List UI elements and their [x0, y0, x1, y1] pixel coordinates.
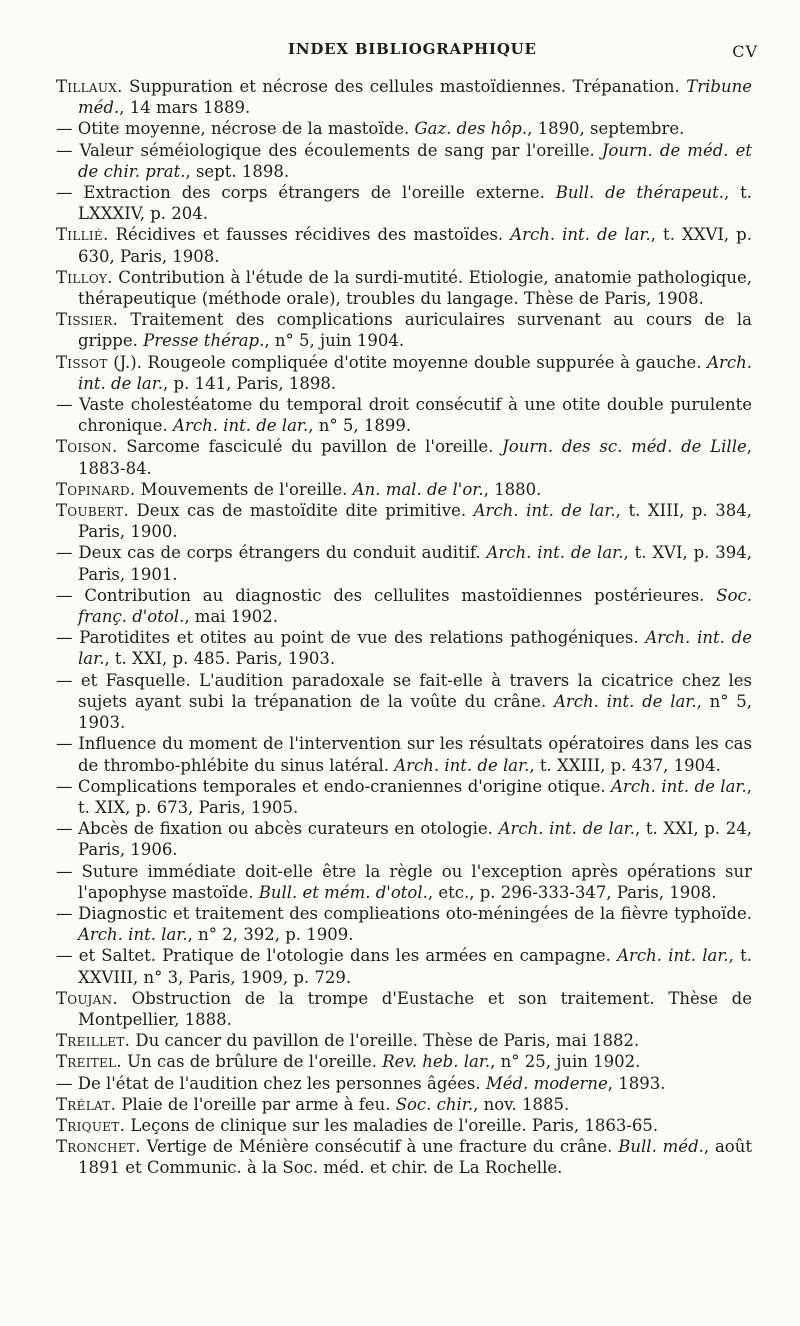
bibliography-entry [56, 733, 752, 775]
bibliography-entry [56, 818, 752, 860]
entry-details: , t. XXVIII, n° 3, Paris, 1909, p. 729. [78, 946, 752, 987]
entry-source: Arch. int. de lar. [78, 628, 752, 669]
bibliography-entry [56, 945, 752, 987]
entry-details: , 1893. [607, 1073, 666, 1093]
entry-author: Tronchet. [56, 1137, 141, 1157]
entry-details: , 14 mars 1889. [119, 98, 251, 118]
bibliography-entry [56, 267, 752, 309]
entry-author: Tissot [56, 352, 108, 372]
entry-details: , n° 2, 392, p. 1909. [187, 925, 354, 945]
bibliography-entry [56, 988, 752, 1030]
entry-details: , 1880. [483, 479, 542, 499]
entry-text: Traitement des complications auriculaires survenant au cours de la grippe. [78, 310, 752, 351]
bibliography-entry [56, 1136, 752, 1178]
entry-source: Arch. int. de lar. [173, 416, 309, 436]
entry-source: Arch. int. de lar. [486, 543, 624, 563]
bibliography-entry [56, 118, 752, 139]
entry-details: , t. XXVI, p. 630, Paris, 1908. [78, 225, 752, 266]
entry-source: Journ. de méd. et de chir. prat. [78, 140, 753, 181]
bibliography-entry [56, 1094, 752, 1115]
entry-author: Tillaux. [56, 77, 123, 96]
bibliography-entry [56, 542, 752, 584]
entry-source: Tribune méd. [78, 77, 752, 118]
entry-source: Arch. int. de lar. [473, 501, 616, 521]
entry-text: — Influence du moment de l'intervention sur les résultats opératoires dans les cas de thrombo-phlébite du sinus latéral. [56, 734, 752, 775]
entry-source: Arch. int. de lar. [394, 755, 530, 775]
entry-author: Toubert. [56, 501, 130, 521]
bibliography-entry [56, 670, 752, 734]
entry-source: Bull. de thérapeut. [555, 183, 724, 203]
entry-details: , n° 5, 1899. [308, 416, 412, 436]
entry-details: , t. XXIII, p. 437, 1904. [529, 755, 721, 775]
entry-text: — Diagnostic et traitement des complieations oto-méningées de la fièvre typhoïde. [56, 903, 752, 923]
bibliography-entry [56, 1115, 752, 1136]
page-header [0, 40, 800, 68]
entry-details: , n° 25, juin 1902. [490, 1052, 641, 1072]
running-title: INDEX BIBLIOGRAPHIQUE [288, 40, 537, 58]
entry-text: — De l'état de l'audition chez les personnes âgées. [56, 1073, 486, 1093]
entry-text: Vertige de Ménière consécutif à une fracture du crâne. [140, 1137, 619, 1157]
entry-text: — Extraction des corps étrangers de l'oreille externe. [56, 183, 556, 203]
entry-text: — et Saltet. Pratique de l'otologie dans les armées en campagne. [56, 946, 618, 966]
bibliography-entry [56, 1073, 752, 1094]
entry-details: , n° 5, juin 1904. [264, 331, 405, 351]
entry-author: Tillié. [56, 225, 109, 245]
entry-source: Arch. int. de lar. [78, 352, 752, 393]
entry-details: , t. LXXXIV, p. 204. [78, 183, 752, 224]
entry-source: Gaz. des hôp. [414, 119, 528, 139]
entry-text: Leçons de clinique sur les maladies de l'oreille. Paris, 1863-65. [125, 1115, 659, 1135]
entry-author: Tissier. [56, 310, 119, 330]
entry-text: Sarcome fasciculé du pavillon de l'oreille. [117, 437, 503, 457]
entry-details: , n° 5, 1903. [78, 691, 752, 733]
entry-text: Mouvements de l'oreille. [135, 479, 353, 499]
bibliography-entry [56, 776, 752, 818]
entry-details: , t. XIII, p. 384, Paris, 1900. [78, 501, 752, 542]
entry-source: Soc. franç. d'otol. [78, 585, 752, 627]
bibliography-entry [56, 1030, 752, 1051]
bibliography-entry [56, 309, 752, 351]
entry-source: Rev. heb. lar. [382, 1052, 491, 1072]
bibliography-entry [56, 352, 752, 394]
entry-details: , t. XXI, p. 24, Paris, 1906. [78, 819, 752, 860]
bibliography-entry [56, 627, 752, 669]
entry-source: Arch. int. lar. [617, 946, 729, 966]
entry-text: Deux cas de mastoïdite dite primitive. [129, 501, 474, 521]
entry-source: Arch. int. de lar. [553, 691, 697, 711]
bibliography-entry [56, 140, 752, 182]
entry-text: — Contribution au diagnostic des cellulites mastoïdiennes postérieures. [56, 585, 717, 605]
bibliography-entry [56, 394, 752, 436]
entry-text: Du cancer du pavillon de l'oreille. Thèse de Paris, mai 1882. [130, 1031, 640, 1051]
entry-source: Arch. int. lar. [78, 925, 188, 945]
entry-text: — et Fasquelle. L'audition paradoxale se fait-elle à travers la cicatrice chez les sujets ayant subi la trépanation de la voûte du crâne. [56, 670, 752, 711]
entry-text: — Complications temporales et endo-craniennes d'origine otique. [56, 776, 612, 796]
entry-source: Arch. int. de lar. [611, 776, 747, 796]
entry-source: An. mal. de l'or. [352, 479, 484, 499]
entry-source: Arch. int. de lar. [498, 819, 635, 839]
entry-source: Bull. méd. [618, 1137, 704, 1157]
bibliography-entry [56, 182, 752, 224]
entry-source: Journ. des sc. méd. de Lille [502, 437, 747, 457]
entry-text: — Abcès de fixation ou abcès curateurs en otologie. [56, 819, 499, 839]
bibliography-entry [56, 436, 752, 478]
bibliography-entry [56, 1051, 752, 1072]
entry-source: Presse thérap. [143, 331, 265, 351]
bibliography-entry [56, 224, 752, 266]
entry-author: Topinard. [56, 479, 136, 499]
entry-source: Méd. moderne [485, 1073, 608, 1093]
entry-details: , mai 1902. [184, 607, 279, 627]
entry-text: — Suture immédiate doit-elle être la règle ou l'exception après opérations sur l'apophyse mastoïde. [56, 861, 752, 902]
entry-text: — Deux cas de corps étrangers du conduit auditif. [56, 543, 487, 563]
entry-text: Récidives et fausses récidives des mastoïdes. [108, 225, 511, 245]
entry-details: , p. 141, Paris, 1898. [163, 373, 337, 393]
entry-author: Tilloy. [56, 267, 113, 287]
entry-details: , nov. 1885. [473, 1094, 570, 1114]
entry-details: , etc., p. 296-333-347, Paris, 1908. [427, 882, 717, 902]
entry-details: , t. XIX, p. 673, Paris, 1905. [78, 776, 752, 817]
bibliography-entry [56, 500, 752, 542]
entry-text: — Parotidites et otites au point de vue des relations pathogéniques. [56, 628, 646, 648]
entry-author: Toison. [56, 437, 118, 457]
entry-text: Suppuration et nécrose des cellules mastoïdiennes. Trépanation. [122, 77, 687, 96]
entry-text: Contribution à l'étude de la surdi-mutité. Etiologie, anatomie pathologique, thérapeutique (méthode orale), troubles du langage. Thèse de Paris, 1908. [78, 267, 752, 309]
entry-author: Treillet. [56, 1031, 131, 1051]
entry-details: , 1883-84. [78, 437, 752, 478]
entry-text: Un cas de brûlure de l'oreille. [121, 1052, 383, 1072]
entry-details: , t. XXI, p. 485. Paris, 1903. [104, 649, 336, 669]
entry-details: , t. XVI, p. 394, Paris, 1901. [78, 543, 752, 584]
entry-source: Arch. int. de lar. [510, 225, 651, 245]
entry-text: (J.). Rougeole compliquée d'otite moyenne double suppurée à gauche. [107, 352, 708, 372]
entry-text: — Vaste cholestéatome du temporal droit consécutif à une otite double purulente chronique. [56, 395, 752, 436]
entry-text: — Valeur séméiologique des écoulements de sang par l'oreille. [56, 140, 602, 160]
entry-text: — Otite moyenne, nécrose de la mastoïde. [56, 119, 415, 139]
entry-author: Trélat. [56, 1094, 117, 1114]
entry-author: Triquet. [56, 1115, 126, 1135]
entry-author: Toujan. [56, 988, 118, 1008]
entry-author: Treitel. [56, 1052, 122, 1072]
entry-source: Bull. et mém. d'otol. [258, 882, 428, 902]
bibliography-entry [56, 861, 752, 903]
bibliography-list [56, 76, 752, 1179]
page-number: CV [732, 42, 758, 61]
entry-text: Obstruction de la trompe d'Eustache et son traitement. Thèse de Montpellier, 1888. [78, 988, 752, 1029]
entry-details: , août 1891 et Communic. à la Soc. méd. et chir. de La Rochelle. [78, 1137, 752, 1178]
bibliography-entry [56, 479, 752, 500]
entry-source: Soc. chir. [395, 1094, 474, 1114]
bibliography-entry [56, 903, 752, 945]
entry-details: , sept. 1898. [185, 161, 290, 181]
entry-details: , 1890, septembre. [527, 119, 685, 139]
bibliography-entry [56, 76, 752, 118]
entry-text: Plaie de l'oreille par arme à feu. [116, 1094, 396, 1114]
bibliography-entry [56, 585, 752, 627]
